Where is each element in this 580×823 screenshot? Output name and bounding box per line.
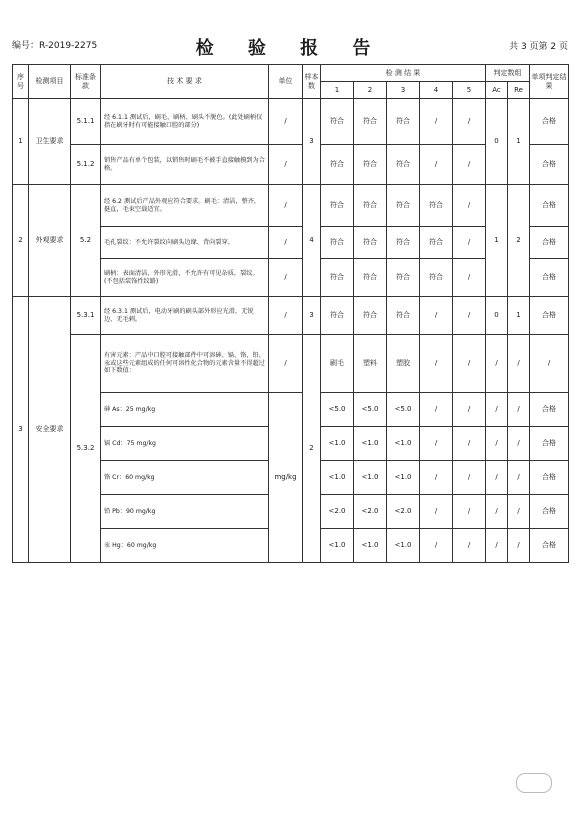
row-item: 外观要求 <box>29 185 71 297</box>
row-result-2: 符合 <box>354 99 387 145</box>
row-verdict: 合格 <box>530 495 569 529</box>
row-re: / <box>508 393 530 427</box>
row-result-1: <5.0 <box>321 393 354 427</box>
row-result-2: <1.0 <box>354 461 387 495</box>
row-result-3: 符合 <box>387 99 420 145</box>
row-result-2: 塑料 <box>354 335 387 393</box>
row-re: 2 <box>508 185 530 297</box>
row-result-1: <2.0 <box>321 495 354 529</box>
row-result-1: 符合 <box>321 227 354 259</box>
row-seq: 1 <box>13 99 29 185</box>
row-result-3: 符合 <box>387 185 420 227</box>
row-clause: 5.2 <box>71 185 101 297</box>
row-unit: / <box>269 335 303 393</box>
row-unit: / <box>269 145 303 185</box>
row-result-3: <1.0 <box>387 461 420 495</box>
row-result-2: <1.0 <box>354 427 387 461</box>
header-result-5: 5 <box>453 82 486 99</box>
row-verdict: 合格 <box>530 185 569 227</box>
row-requirement: 经 6.2 测试后产品外观应符合要求。刷毛：清洁，整齐，挺直，毛束空载适宜。 <box>101 185 269 227</box>
row-result-4: 符合 <box>420 185 453 227</box>
row-result-4: / <box>420 427 453 461</box>
row-requirement: 销售产品有单个包装，以销售时刷毛不被手直接触摸到为合格。 <box>101 145 269 185</box>
row-result-2: <2.0 <box>354 495 387 529</box>
row-unit: / <box>269 185 303 227</box>
header-re: Re <box>508 82 530 99</box>
row-result-2: 符合 <box>354 227 387 259</box>
row-re: / <box>508 427 530 461</box>
row-verdict: 合格 <box>530 461 569 495</box>
row-requirement: 镉 Cd：75 mg/kg <box>101 427 269 461</box>
row-result-5: / <box>453 393 486 427</box>
header-result-3: 3 <box>387 82 420 99</box>
header-results: 检 测 结 果 <box>321 65 486 82</box>
row-sample-count: 3 <box>303 297 321 335</box>
row-verdict: / <box>530 335 569 393</box>
row-requirement: 铬 Cr：60 mg/kg <box>101 461 269 495</box>
row-unit: / <box>269 227 303 259</box>
row-verdict: 合格 <box>530 297 569 335</box>
report-header <box>12 34 568 60</box>
row-result-5: / <box>453 259 486 297</box>
row-unit: / <box>269 259 303 297</box>
row-result-1: <1.0 <box>321 461 354 495</box>
row-ac: / <box>486 393 508 427</box>
row-result-4: / <box>420 393 453 427</box>
row-result-4: / <box>420 335 453 393</box>
row-result-3: <1.0 <box>387 529 420 563</box>
row-result-2: <1.0 <box>354 529 387 563</box>
row-result-2: 符合 <box>354 259 387 297</box>
header-unit: 单位 <box>269 65 303 99</box>
row-re: / <box>508 461 530 495</box>
header-verdict: 单项判定结果 <box>530 65 569 99</box>
row-clause: 5.3.2 <box>71 335 101 563</box>
row-unit: / <box>269 99 303 145</box>
row-requirement: 铅 Pb：90 mg/kg <box>101 495 269 529</box>
row-requirement: 汞 Hg：60 mg/kg <box>101 529 269 563</box>
row-sample-count: 4 <box>303 185 321 297</box>
row-result-3: <5.0 <box>387 393 420 427</box>
header-seq: 序号 <box>13 65 29 99</box>
row-ac: / <box>486 495 508 529</box>
row-result-1: 符合 <box>321 99 354 145</box>
row-ac: 0 <box>486 99 508 185</box>
row-requirement: 砷 As：25 mg/kg <box>101 393 269 427</box>
document-number: 编号：R-2019-2275 <box>12 41 98 51</box>
row-result-4: / <box>420 529 453 563</box>
header-item: 检测项目 <box>29 65 71 99</box>
row-requirement: 毛孔裂纹：不允许裂纹向刷头边缘、背向裂穿。 <box>101 227 269 259</box>
row-requirement: 经 6.1.1 测试后，刷毛、刷柄、刷头不脱色。(此处刷柄仅指在刷牙时有可能接触口腔的部分) <box>101 99 269 145</box>
row-sample-count: 3 <box>303 99 321 185</box>
row-result-3: <2.0 <box>387 495 420 529</box>
row-result-2: 符合 <box>354 145 387 185</box>
row-result-5: / <box>453 495 486 529</box>
header-result-4: 4 <box>420 82 453 99</box>
row-result-5: / <box>453 297 486 335</box>
header-sample-count: 样本数 <box>303 65 321 99</box>
row-re: / <box>508 529 530 563</box>
row-result-4: / <box>420 495 453 529</box>
inspection-table <box>12 64 569 563</box>
row-verdict: 合格 <box>530 259 569 297</box>
row-verdict: 合格 <box>530 529 569 563</box>
row-result-5: / <box>453 335 486 393</box>
header-clause: 标准条款 <box>71 65 101 99</box>
row-result-2: 符合 <box>354 185 387 227</box>
row-ac: / <box>486 461 508 495</box>
row-result-2: 符合 <box>354 297 387 335</box>
row-re: / <box>508 335 530 393</box>
faint-stamp-mark <box>516 773 552 793</box>
row-re: / <box>508 495 530 529</box>
row-result-1: 符合 <box>321 185 354 227</box>
header-requirement: 技 术 要 求 <box>101 65 269 99</box>
row-seq: 3 <box>13 297 29 563</box>
row-clause: 5.1.1 <box>71 99 101 145</box>
row-verdict: 合格 <box>530 99 569 145</box>
row-result-1: 符合 <box>321 297 354 335</box>
row-result-5: / <box>453 99 486 145</box>
row-result-3: 塑胶 <box>387 335 420 393</box>
row-result-4: 符合 <box>420 259 453 297</box>
row-result-1: 符合 <box>321 259 354 297</box>
row-result-5: / <box>453 227 486 259</box>
row-ac: / <box>486 335 508 393</box>
row-item: 卫生要求 <box>29 99 71 185</box>
row-result-4: / <box>420 99 453 145</box>
row-result-4: 符合 <box>420 227 453 259</box>
row-item: 安全要求 <box>29 297 71 563</box>
row-ac: 0 <box>486 297 508 335</box>
row-result-1: 符合 <box>321 145 354 185</box>
row-result-3: 符合 <box>387 297 420 335</box>
row-result-4: / <box>420 461 453 495</box>
row-verdict: 合格 <box>530 227 569 259</box>
row-result-5: / <box>453 427 486 461</box>
row-unit: / <box>269 297 303 335</box>
row-result-3: <1.0 <box>387 427 420 461</box>
row-result-1: <1.0 <box>321 427 354 461</box>
row-verdict: 合格 <box>530 393 569 427</box>
row-result-5: / <box>453 185 486 227</box>
row-ac: / <box>486 427 508 461</box>
row-re: 1 <box>508 297 530 335</box>
row-verdict: 合格 <box>530 145 569 185</box>
row-unit: mg/kg <box>269 393 303 563</box>
report-title: 检 验 报 告 <box>195 38 385 59</box>
row-clause: 5.1.2 <box>71 145 101 185</box>
row-sample-count: 2 <box>303 335 321 563</box>
row-re: 1 <box>508 99 530 185</box>
row-clause: 5.3.1 <box>71 297 101 335</box>
row-seq: 2 <box>13 185 29 297</box>
header-ac: Ac <box>486 82 508 99</box>
row-result-2: <5.0 <box>354 393 387 427</box>
row-ac: 1 <box>486 185 508 297</box>
row-result-3: 符合 <box>387 227 420 259</box>
page-indicator: 共 3 页第 2 页 <box>509 42 568 52</box>
row-requirement: 有害元素：产品中口腔可接触部件中可溶砷、镉、铬、铅、汞或这些元素组成的任何可溶性化合物的元素含量不得超过如下数值： <box>101 335 269 393</box>
header-result-2: 2 <box>354 82 387 99</box>
row-result-1: <1.0 <box>321 529 354 563</box>
row-requirement: 经 6.3.1 测试后，电动牙刷的刷头部外形应光滑，无锐边、无毛刺。 <box>101 297 269 335</box>
row-result-5: / <box>453 461 486 495</box>
header-judge-array: 判定数组 <box>486 65 530 82</box>
row-ac: / <box>486 529 508 563</box>
row-result-5: / <box>453 145 486 185</box>
row-result-3: 符合 <box>387 259 420 297</box>
row-result-1: 刷毛 <box>321 335 354 393</box>
row-verdict: 合格 <box>530 427 569 461</box>
row-result-4: / <box>420 145 453 185</box>
row-requirement: 刷柄：表面清洁，外形光滑，不允许有可见杂质，裂纹。(不包括装饰性纹路) <box>101 259 269 297</box>
header-result-1: 1 <box>321 82 354 99</box>
row-result-3: 符合 <box>387 145 420 185</box>
row-result-5: / <box>453 529 486 563</box>
row-result-4: / <box>420 297 453 335</box>
